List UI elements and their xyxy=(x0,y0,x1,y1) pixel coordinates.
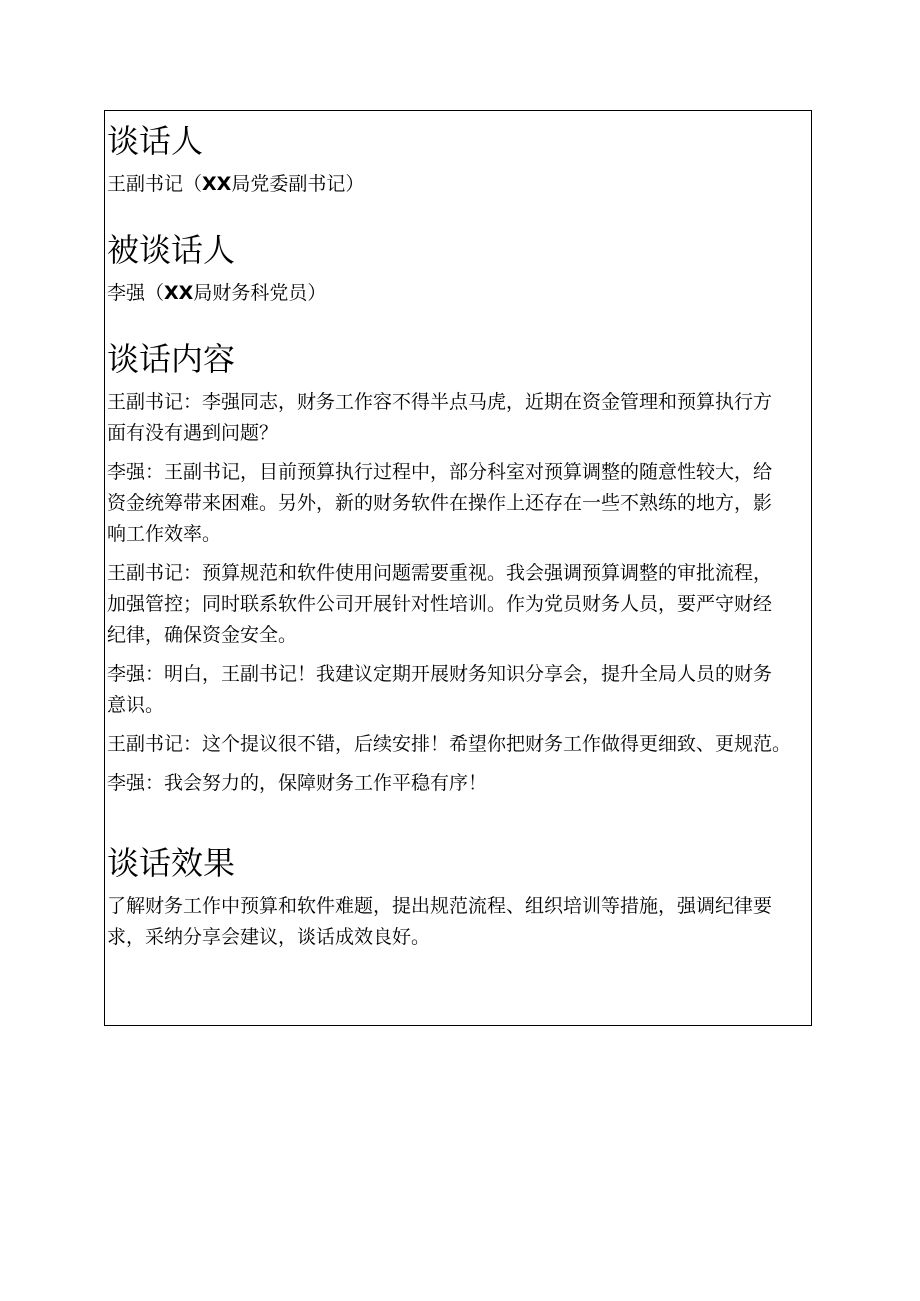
dialogue-line: 李强：明白，王副书记！我建议定期开展财务知识分享会，提升全局人员的财务 xyxy=(107,663,773,685)
interview-record-box xyxy=(104,110,812,1026)
dialogue-paragraph xyxy=(107,729,809,760)
dialogue-line: 面有没有遇到问题？ xyxy=(107,422,279,444)
effect-line: 了解财务工作中预算和软件难题，提出规范流程、组织培训等措施，强调纪律要 xyxy=(107,895,773,917)
effect-section xyxy=(107,841,809,953)
speaker-name xyxy=(107,169,809,200)
effect-paragraph xyxy=(107,891,809,953)
speaker-section xyxy=(107,119,809,200)
effect-line: 求，采纳分享会建议，谈话成效良好。 xyxy=(107,926,431,948)
speaker-name-suffix: 局党委副书记） xyxy=(231,173,365,195)
dialogue-paragraph xyxy=(107,768,809,799)
dialogue-line: 纪律，确保资金安全。 xyxy=(107,624,298,646)
dialogue-line: 王副书记：这个提议很不错，后续安排！希望你把财务工作做得更细致、更规范。 xyxy=(107,733,792,755)
speaker-name-prefix: 王副书记（ xyxy=(107,173,203,195)
dialogue-paragraph xyxy=(107,558,809,651)
dialogue-line: 加强管控；同时联系软件公司开展针对性培训。作为党员财务人员，要严守财经 xyxy=(107,593,773,615)
content-heading: 谈话内容 xyxy=(107,340,236,378)
content-section xyxy=(107,337,809,799)
effect-heading: 谈话效果 xyxy=(107,844,236,882)
dialogue-line: 资金统筹带来困难。另外，新的财务软件在操作上还存在一些不熟练的地方，影 xyxy=(107,492,773,514)
dialogue-paragraph xyxy=(107,457,809,550)
interviewee-section xyxy=(107,228,809,309)
interviewee-org: XX xyxy=(164,282,194,304)
interviewee-name-suffix: 局财务科党员） xyxy=(193,282,327,304)
dialogue-line: 王副书记：预算规范和软件使用问题需要重视。我会强调预算调整的审批流程， xyxy=(107,562,773,584)
dialogue-paragraph xyxy=(107,659,809,721)
dialogue-line: 李强：我会努力的，保障财务工作平稳有序！ xyxy=(107,772,488,794)
dialogue-line: 李强：王副书记，目前预算执行过程中，部分科室对预算调整的随意性较大，给 xyxy=(107,461,773,483)
dialogue-line: 意识。 xyxy=(107,694,165,716)
dialogue-line: 响工作效率。 xyxy=(107,523,222,545)
interviewee-name xyxy=(107,278,809,309)
interviewee-heading: 被谈话人 xyxy=(107,231,236,269)
speaker-org: XX xyxy=(202,173,232,195)
dialogue-line: 王副书记：李强同志，财务工作容不得半点马虎，近期在资金管理和预算执行方 xyxy=(107,391,773,413)
speaker-heading: 谈话人 xyxy=(107,122,204,160)
dialogue-paragraph xyxy=(107,387,809,449)
interviewee-name-prefix: 李强（ xyxy=(107,282,165,304)
